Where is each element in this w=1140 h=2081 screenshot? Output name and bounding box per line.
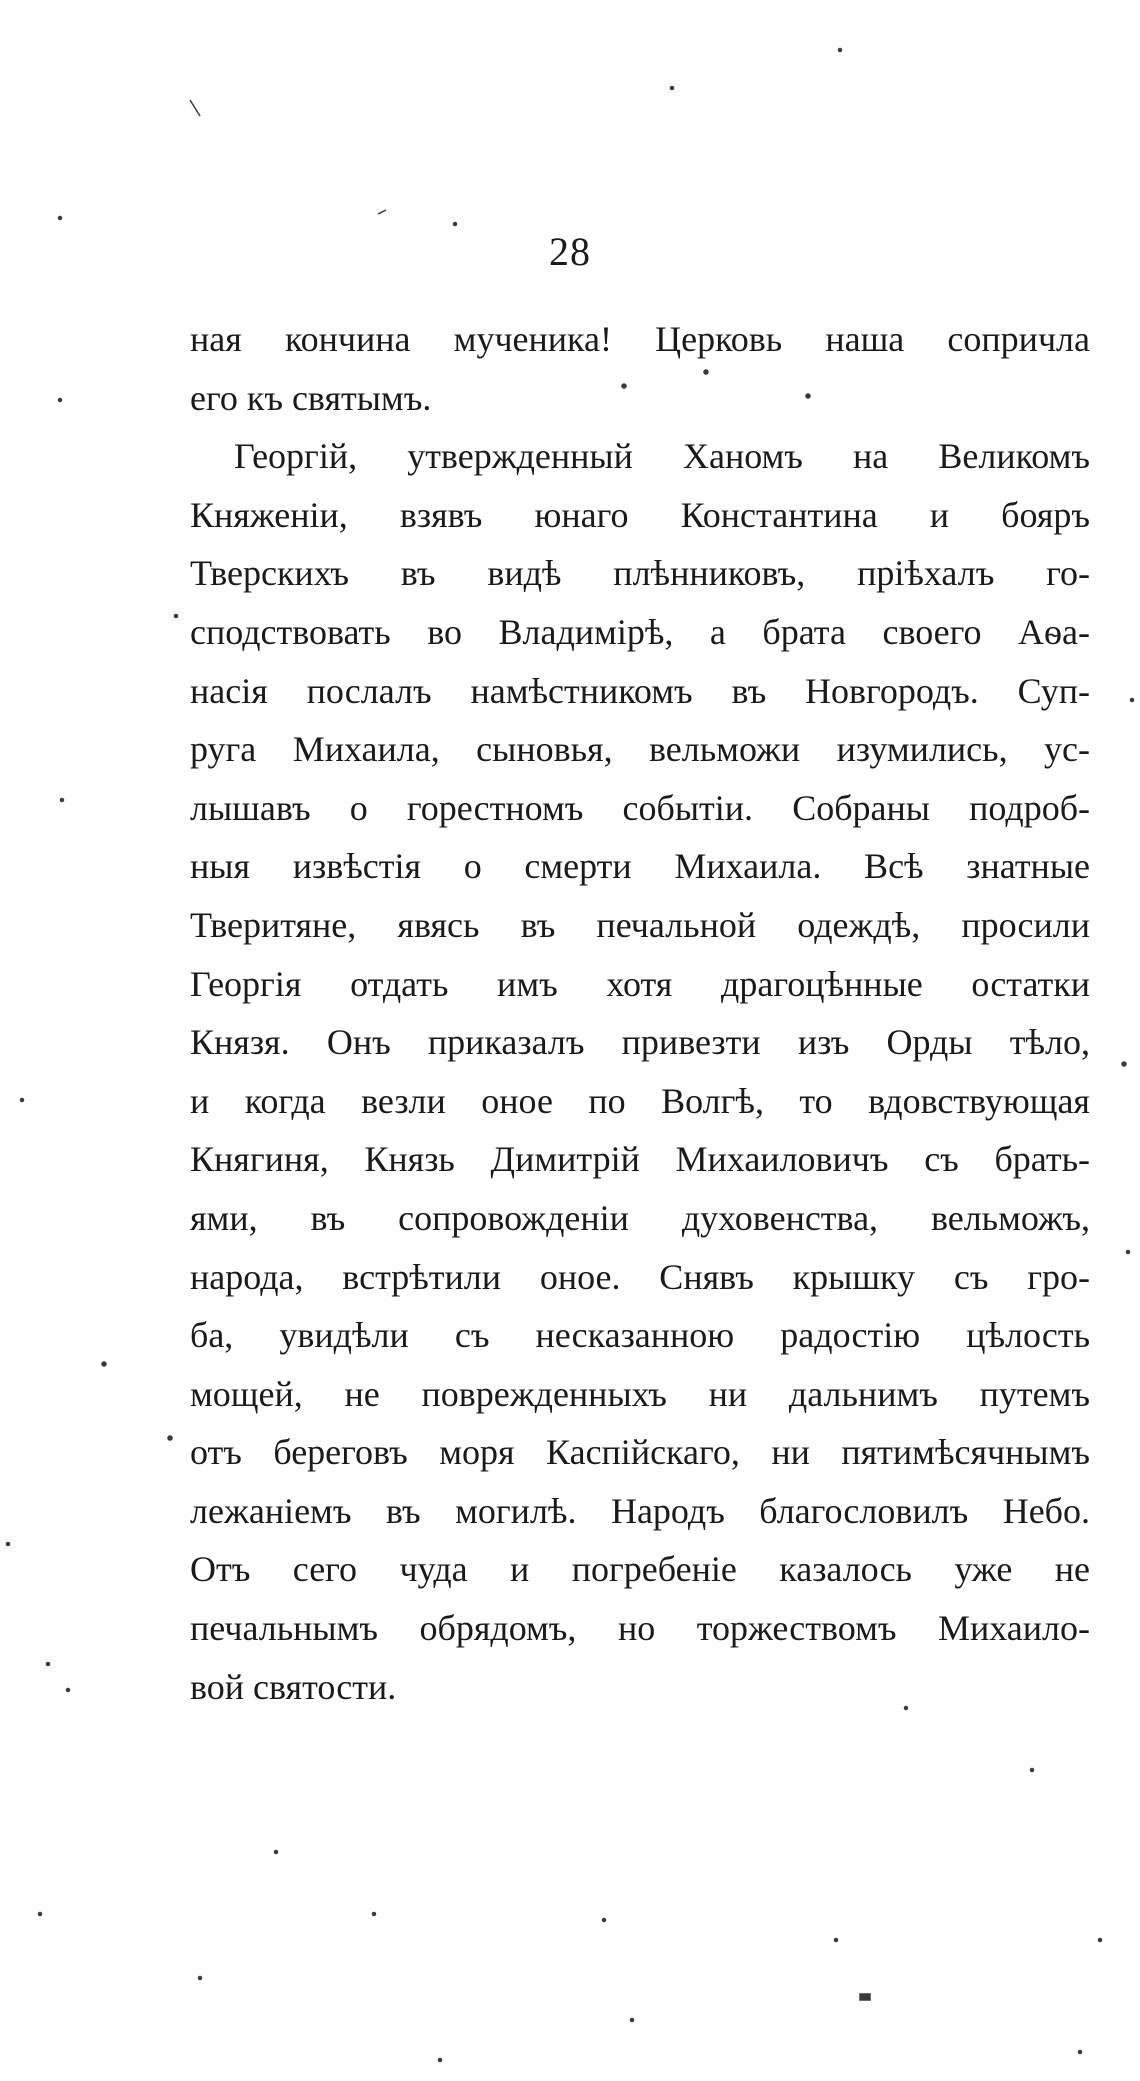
text-line: Князя. Онъ приказалъ привезти изъ Орды тѣло, <box>190 1022 1090 1063</box>
text-line: ныя извѣстія о смерти Михаила. Всѣ знатные <box>190 846 1090 887</box>
text-line: вой святости. <box>190 1666 397 1707</box>
text-line: отъ береговъ моря Каспійскаго, ни пятимѣсячнымъ <box>190 1432 1090 1473</box>
text-line: Тверскихъ въ видѣ плѣнниковъ, пріѣхалъ го- <box>190 553 1090 594</box>
text-line: Княженіи, взявъ юнаго Константина и бояръ <box>190 494 1090 535</box>
text-line: сподствовать во Владимірѣ, а брата своего Аѳа- <box>190 611 1090 652</box>
text-line: ная кончина мученика! Церковь наша сопричла <box>190 319 1090 359</box>
text-line: мощей, не поврежденныхъ ни дальнимъ путемъ <box>190 1373 1090 1414</box>
text-line: Отъ сего чуда и погребеніе казалось уже не <box>190 1549 1090 1590</box>
text-line: лежаніемъ въ могилѣ. Народъ благословилъ Небо. <box>190 1490 1090 1531</box>
text-line: лышавъ о горестномъ событіи. Собраны подроб- <box>190 787 1090 828</box>
body-text <box>190 310 1090 1716</box>
text-line: Княгиня, Князь Димитрій Михаиловичъ съ брать- <box>190 1139 1090 1180</box>
text-line: Тверитяне, явясь въ печальной одеждѣ, просили <box>190 904 1090 945</box>
text-line: народа, встрѣтили оное. Снявъ крышку съ гро- <box>190 1256 1090 1297</box>
text-line: и когда везли оное по Волгѣ, то вдовствующая <box>190 1080 1090 1121</box>
text-line: ями, въ сопровожденіи духовенства, вельможъ, <box>190 1197 1090 1238</box>
text-line: его къ святымъ. <box>190 377 432 418</box>
text-line: Георгія отдать имъ хотя драгоцѣнные остатки <box>190 963 1090 1004</box>
text-line: печальнымъ обрядомъ, но торжествомъ Михаило- <box>190 1608 1090 1649</box>
page-number: 28 <box>549 229 591 274</box>
text-line: руга Михаила, сыновья, вельможи изумились, ус- <box>190 729 1090 770</box>
text-line: ба, увидѣли съ несказанною радостію цѣлость <box>190 1315 1090 1356</box>
text-line: Георгій, утвержденный Ханомъ на Великомъ <box>234 436 1090 477</box>
text-line: насія послалъ намѣстникомъ въ Новгородъ. Суп- <box>190 670 1090 711</box>
